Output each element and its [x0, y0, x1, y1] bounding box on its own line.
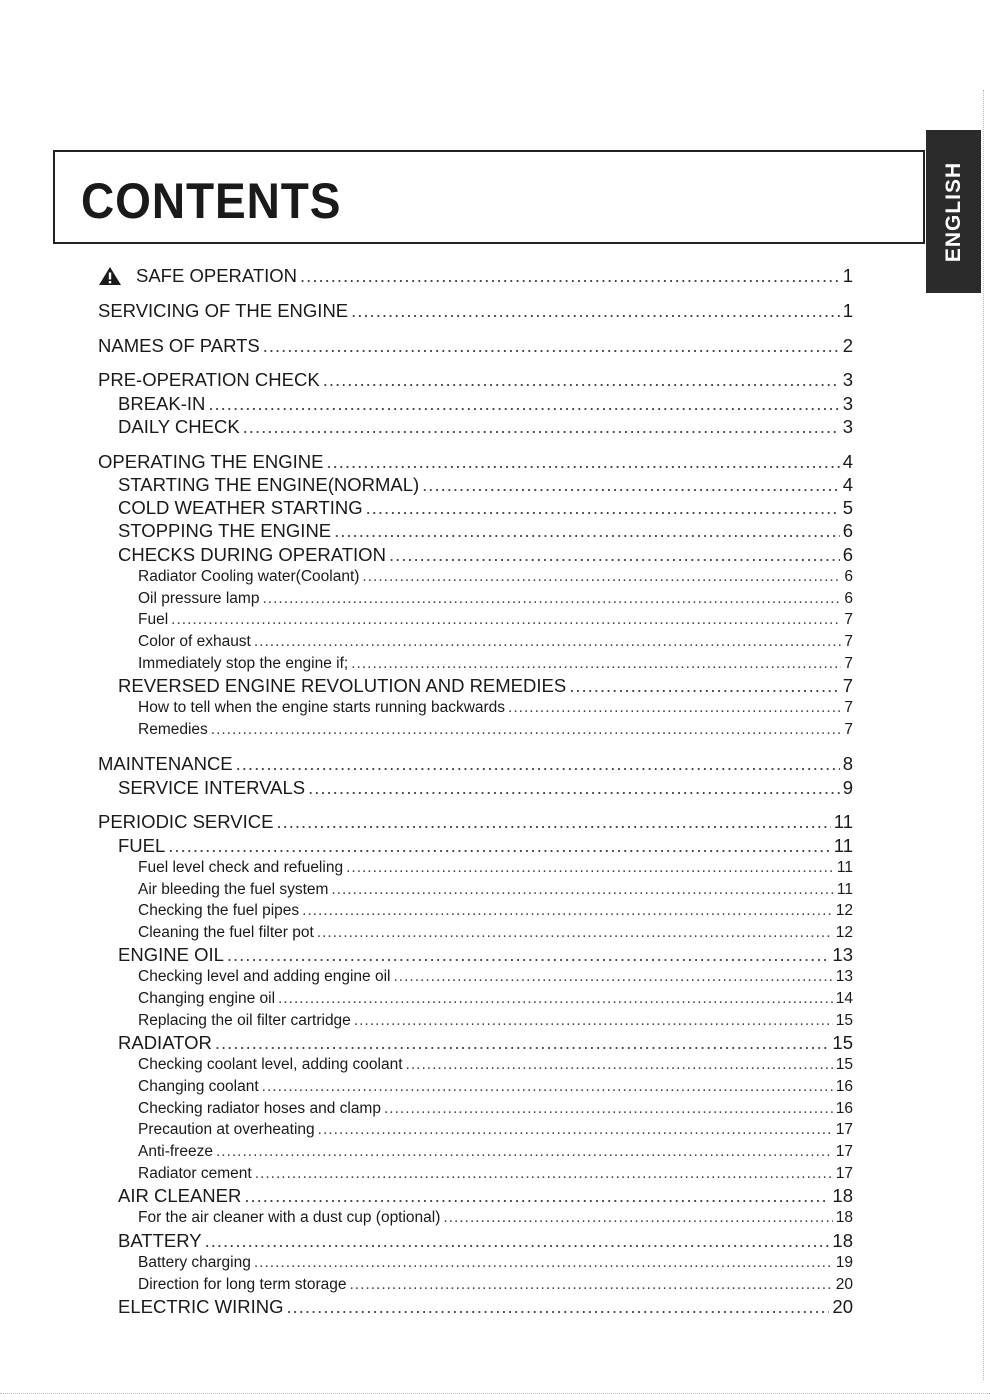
- toc-entry[interactable]: [98, 753, 853, 775]
- toc-entry-label: OPERATING THE ENGINE: [98, 451, 324, 472]
- toc-entry-label: Color of exhaust: [138, 633, 251, 650]
- toc-entry-page: 18: [832, 1185, 853, 1206]
- toc-leader-dots: [569, 675, 840, 697]
- toc-leader-dots: [508, 699, 841, 717]
- toc-leader-dots: [326, 451, 839, 473]
- toc-entry-label: PERIODIC SERVICE: [98, 811, 274, 832]
- toc-entry[interactable]: [138, 1254, 853, 1272]
- toc-entry-page: 18: [832, 1230, 853, 1251]
- toc-leader-dots: [236, 753, 840, 775]
- toc-leader-dots: [323, 369, 840, 391]
- toc-entry-label: FUEL: [118, 835, 166, 856]
- toc-entry[interactable]: [138, 699, 853, 717]
- toc-entry[interactable]: [138, 1078, 853, 1096]
- toc-leader-dots: [351, 655, 841, 673]
- toc-entry-label: REVERSED ENGINE REVOLUTION AND REMEDIES: [118, 675, 567, 696]
- toc-entry[interactable]: [138, 633, 853, 651]
- toc-entry-page: 6: [844, 590, 853, 607]
- page-title: CONTENTS: [81, 173, 342, 229]
- toc-entry-label: AIR CLEANER: [118, 1185, 242, 1206]
- toc-entry-page: 3: [842, 369, 853, 390]
- toc-leader-dots: [394, 968, 833, 986]
- toc-leader-dots: [263, 335, 840, 357]
- toc-entry[interactable]: [98, 451, 853, 473]
- toc-entry[interactable]: [98, 265, 853, 287]
- toc-entry-page: 17: [835, 1143, 853, 1160]
- toc-entry-page: 14: [835, 990, 853, 1007]
- toc-entry[interactable]: [118, 675, 853, 697]
- toc-entry-label: DAILY CHECK: [118, 416, 240, 437]
- language-tab-label: ENGLISH: [941, 161, 965, 262]
- toc-entry-page: 5: [842, 497, 853, 518]
- toc-entry-page: 8: [842, 753, 853, 774]
- toc-entry-label: BREAK-IN: [118, 393, 206, 414]
- toc-entry-label: STOPPING THE ENGINE: [118, 520, 332, 541]
- toc-leader-dots: [262, 1078, 833, 1096]
- toc-entry-label: Direction for long term storage: [138, 1276, 347, 1293]
- toc-entry-label: MAINTENANCE: [98, 753, 233, 774]
- toc-entry-label: PRE-OPERATION CHECK: [98, 369, 320, 390]
- toc-entry-label: Replacing the oil filter cartridge: [138, 1012, 351, 1029]
- toc-leader-dots: [254, 1254, 833, 1272]
- toc-entry-label: SAFE OPERATION: [136, 265, 298, 286]
- toc-entry[interactable]: [118, 544, 853, 566]
- toc-leader-dots: [286, 1296, 829, 1318]
- toc-entry[interactable]: [138, 924, 853, 942]
- toc-entry-label: CHECKS DURING OPERATION: [118, 544, 386, 565]
- toc-entry-label: How to tell when the engine starts running backwards: [138, 699, 506, 716]
- toc-leader-dots: [227, 944, 830, 966]
- toc-entry-label: Anti-freeze: [138, 1143, 213, 1160]
- toc-leader-dots: [334, 520, 840, 542]
- toc-entry[interactable]: [118, 835, 853, 857]
- toc-entry-label: COLD WEATHER STARTING: [118, 497, 363, 518]
- toc-entry[interactable]: [118, 1230, 853, 1252]
- toc-entry-page: 17: [835, 1165, 853, 1182]
- toc-entry[interactable]: [118, 1185, 853, 1207]
- toc-entry-page: 7: [844, 699, 853, 716]
- toc-leader-dots: [208, 393, 839, 415]
- toc-entry[interactable]: [138, 655, 853, 673]
- toc-entry-page: 3: [842, 416, 853, 437]
- toc-entry[interactable]: [118, 520, 853, 542]
- toc-entry-page: 18: [835, 1209, 853, 1226]
- toc-entry[interactable]: [118, 944, 853, 966]
- toc-entry-label: Fuel: [138, 611, 169, 628]
- toc-entry[interactable]: [138, 1276, 853, 1294]
- toc-entry-page: 13: [835, 968, 853, 985]
- toc-leader-dots: [318, 1121, 833, 1139]
- toc-entry[interactable]: [98, 335, 853, 357]
- toc-entry-page: 16: [835, 1100, 853, 1117]
- toc-leader-dots: [366, 497, 840, 519]
- toc-leader-dots: [276, 811, 830, 833]
- toc-entry-page: 15: [832, 1032, 853, 1053]
- toc-entry[interactable]: [118, 497, 853, 519]
- toc-leader-dots: [346, 859, 834, 877]
- toc-leader-dots: [317, 924, 833, 942]
- toc-leader-dots: [211, 721, 842, 739]
- toc-entry-label: NAMES OF PARTS: [98, 335, 260, 356]
- toc-entry[interactable]: [138, 1143, 853, 1161]
- toc-entry[interactable]: [138, 721, 853, 739]
- toc-entry[interactable]: [118, 416, 853, 438]
- toc-leader-dots: [254, 633, 842, 651]
- toc-entry-label: Changing engine oil: [138, 990, 276, 1007]
- toc-entry-label: BATTERY: [118, 1230, 202, 1251]
- toc-entry-label: Changing coolant: [138, 1078, 259, 1095]
- toc-leader-dots: [443, 1209, 832, 1227]
- toc-entry-label: STARTING THE ENGINE(NORMAL): [118, 474, 420, 495]
- toc-entry[interactable]: [138, 1012, 853, 1030]
- toc-entry-page: 3: [842, 393, 853, 414]
- toc-entry-page: 11: [836, 881, 853, 898]
- toc-leader-dots: [349, 1276, 832, 1294]
- toc-leader-dots: [331, 881, 834, 899]
- toc-leader-dots: [389, 544, 840, 566]
- toc-entry[interactable]: [138, 590, 853, 608]
- toc-entry-page: 11: [833, 811, 853, 832]
- toc-leader-dots: [300, 265, 840, 287]
- toc-entry-page: 11: [833, 835, 853, 856]
- toc-entry-label: ELECTRIC WIRING: [118, 1296, 284, 1317]
- toc-entry-page: 19: [835, 1254, 853, 1271]
- toc-leader-dots: [205, 1230, 830, 1252]
- toc-entry-page: 11: [836, 859, 853, 876]
- toc-entry-label: ENGINE OIL: [118, 944, 224, 965]
- toc-entry[interactable]: [98, 369, 853, 391]
- toc-leader-dots: [262, 590, 841, 608]
- toc-entry[interactable]: [138, 1100, 853, 1118]
- toc-entry-page: 17: [835, 1121, 853, 1138]
- toc-entry[interactable]: [118, 1296, 853, 1318]
- toc-entry[interactable]: [138, 1056, 853, 1074]
- toc-leader-dots: [308, 777, 840, 799]
- toc-entry-label: SERVICE INTERVALS: [118, 777, 306, 798]
- toc-entry-page: 4: [842, 451, 853, 472]
- toc-entry-page: 16: [835, 1078, 853, 1095]
- toc-entry[interactable]: [118, 393, 853, 415]
- toc-entry-label: Checking coolant level, adding coolant: [138, 1056, 403, 1073]
- toc-entry-label: Checking the fuel pipes: [138, 902, 300, 919]
- toc-entry[interactable]: [138, 990, 853, 1008]
- toc-entry[interactable]: [118, 474, 853, 496]
- toc-entry-page: 7: [844, 633, 853, 650]
- toc-entry[interactable]: [138, 568, 853, 586]
- toc-entry-label: Radiator Cooling water(Coolant): [138, 568, 360, 585]
- toc-entry[interactable]: [138, 902, 853, 920]
- toc-leader-dots: [243, 416, 840, 438]
- toc-entry-label: Radiator cement: [138, 1165, 252, 1182]
- toc-entry-page: 7: [842, 675, 853, 696]
- toc-entry[interactable]: [118, 1032, 853, 1054]
- toc-leader-dots: [422, 474, 840, 496]
- toc-entry-page: 6: [842, 544, 853, 565]
- toc-entry-page: 4: [842, 474, 853, 495]
- toc-entry-label: Precaution at overheating: [138, 1121, 315, 1138]
- toc-entry-label: Remedies: [138, 721, 208, 738]
- toc-leader-dots: [255, 1165, 833, 1183]
- toc-entry[interactable]: [138, 881, 853, 899]
- toc-leader-dots: [362, 568, 841, 586]
- toc-entry[interactable]: [98, 811, 853, 833]
- toc-entry-label: Oil pressure lamp: [138, 590, 260, 607]
- toc-entry-page: 12: [835, 924, 853, 941]
- toc-entry-page: 15: [835, 1056, 853, 1073]
- toc-leader-dots: [171, 611, 841, 629]
- toc-leader-dots: [351, 300, 840, 322]
- toc-entry-page: 7: [844, 655, 853, 672]
- toc-entry[interactable]: [138, 968, 853, 986]
- toc-leader-dots: [216, 1143, 833, 1161]
- toc-entry-page: 7: [844, 611, 853, 628]
- toc-entry-label: Checking radiator hoses and clamp: [138, 1100, 381, 1117]
- toc-entry-page: 13: [832, 944, 853, 965]
- toc-leader-dots: [302, 902, 833, 920]
- toc-entry-label: Checking level and adding engine oil: [138, 968, 391, 985]
- toc-leader-dots: [354, 1012, 833, 1030]
- toc-entry-page: 6: [842, 520, 853, 541]
- toc-entry[interactable]: [118, 777, 853, 799]
- toc-entry[interactable]: [98, 300, 853, 322]
- toc-entry-page: 2: [842, 335, 853, 356]
- toc-entry[interactable]: [138, 611, 853, 629]
- toc-entry[interactable]: [138, 1121, 853, 1139]
- toc-entry[interactable]: [138, 1165, 853, 1183]
- toc-leader-dots: [278, 990, 833, 1008]
- toc-entry-page: 20: [835, 1276, 853, 1293]
- toc-entry-label: Fuel level check and refueling: [138, 859, 344, 876]
- toc-entry-label: For the air cleaner with a dust cup (optional): [138, 1209, 441, 1226]
- toc-entry-page: 1: [842, 265, 853, 286]
- toc-entry-page: 12: [835, 902, 853, 919]
- warning-triangle-icon: [98, 266, 122, 286]
- toc-entry[interactable]: [138, 859, 853, 877]
- toc-entry[interactable]: [138, 1209, 853, 1227]
- toc-entry-page: 7: [844, 721, 853, 738]
- toc-entry-page: 20: [832, 1296, 853, 1317]
- toc-entry-page: 1: [842, 300, 853, 321]
- toc-entry-label: Cleaning the fuel filter pot: [138, 924, 314, 941]
- toc-leader-dots: [406, 1056, 833, 1074]
- toc-entry-label: Air bleeding the fuel system: [138, 881, 329, 898]
- toc-entry-label: Battery charging: [138, 1254, 251, 1271]
- toc-leader-dots: [168, 835, 830, 857]
- toc-entry-label: SERVICING OF THE ENGINE: [98, 300, 349, 321]
- toc-entry-page: 6: [844, 568, 853, 585]
- toc-entry-page: 15: [835, 1012, 853, 1029]
- toc-entry-label: Immediately stop the engine if;: [138, 655, 349, 672]
- toc-leader-dots: [244, 1185, 829, 1207]
- toc-entry-label: RADIATOR: [118, 1032, 212, 1053]
- toc-leader-dots: [215, 1032, 830, 1054]
- toc-entry-page: 9: [842, 777, 853, 798]
- toc-leader-dots: [384, 1100, 833, 1118]
